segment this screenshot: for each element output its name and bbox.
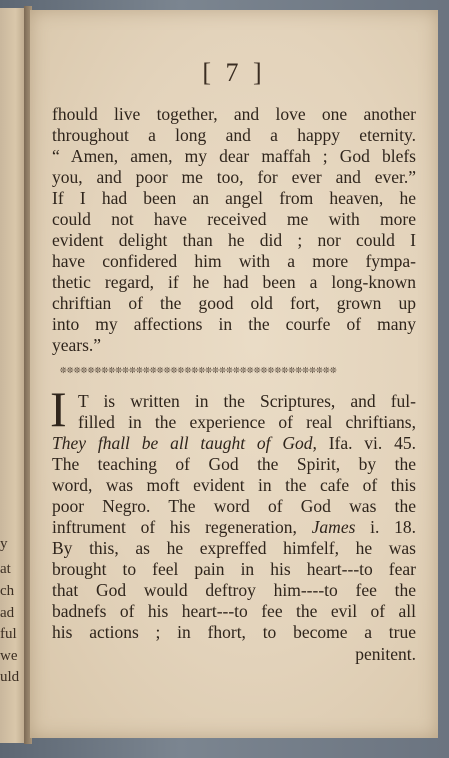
text-line: [52, 517, 416, 537]
prev-page-fragment: at: [0, 561, 11, 577]
scripture-reference: Ifa. vi. 45.: [316, 433, 416, 453]
book-page: [30, 10, 438, 738]
text-line: T is written in the Scriptures, and ful-: [78, 391, 416, 411]
text-line: badnefs of his heart---to fee the evil of all: [52, 601, 416, 621]
text-line: fhould live together, and love one another: [52, 104, 416, 124]
text-line: years.”: [52, 335, 102, 355]
scripture-book: James: [296, 517, 356, 537]
text-line: into my affections in the courfe of many: [52, 314, 416, 334]
text-line: that God would deftroy him----to fee the: [52, 580, 416, 600]
text-line: his actions ; in fhort, to become a true: [52, 622, 416, 642]
prev-page-fragment: ful: [0, 626, 17, 642]
text-line: you, and poor me too, for ever and ever.”: [52, 167, 416, 187]
drop-cap: I: [50, 381, 67, 437]
page-number: [ 7 ]: [202, 58, 266, 87]
text-line: chriftian of the good old fort, grown up: [52, 293, 416, 313]
text-line: throughout a long and a happy eternity.: [52, 125, 416, 145]
previous-page-edge: [0, 8, 26, 743]
scripture-quote: They fhall be all taught of God,: [52, 433, 317, 453]
prev-page-fragment: ad: [0, 605, 15, 621]
text-line: “ Amen, amen, my dear maffah ; God blefs: [52, 146, 416, 166]
text-line: word, was moft evident in the cafe of this: [52, 475, 416, 495]
catchword: penitent.: [355, 644, 416, 664]
text-line: could not have received me with more: [52, 209, 416, 229]
text-line: brought to feel pain in his heart---to fear: [52, 559, 416, 579]
text-line: If I had been an angel from heaven, he: [52, 188, 416, 208]
prev-page-fragment: uld: [0, 669, 20, 685]
text-fragment: inftrument of his regeneration,: [52, 517, 297, 537]
text-line: [52, 433, 416, 453]
text-line: poor Negro. The word of God was the: [52, 496, 416, 516]
scripture-verse: i. 18.: [355, 517, 416, 537]
text-line: By this, as he expreffed himfelf, he was: [52, 538, 416, 558]
prev-page-fragment: ch: [0, 583, 15, 599]
text-line: have confidered him with a more fympa-: [52, 251, 416, 271]
text-line: evident delight than he did ; nor could I: [52, 230, 416, 250]
prev-page-fragment: y: [0, 536, 8, 552]
prev-page-fragment: we: [0, 648, 18, 664]
text-line: filled in the experience of real chriftians,: [78, 412, 416, 432]
ornamental-divider: ❊❊❊❊❊❊❊❊❊❊❊❊❊❊❊❊❊❊❊❊❊❊❊❊❊❊❊❊❊❊❊❊❊❊❊❊❊❊❊❊: [60, 365, 337, 375]
text-line: The teaching of God the Spirit, by the: [52, 454, 416, 474]
text-line: thetic regard, if he had been a long-known: [52, 272, 416, 292]
